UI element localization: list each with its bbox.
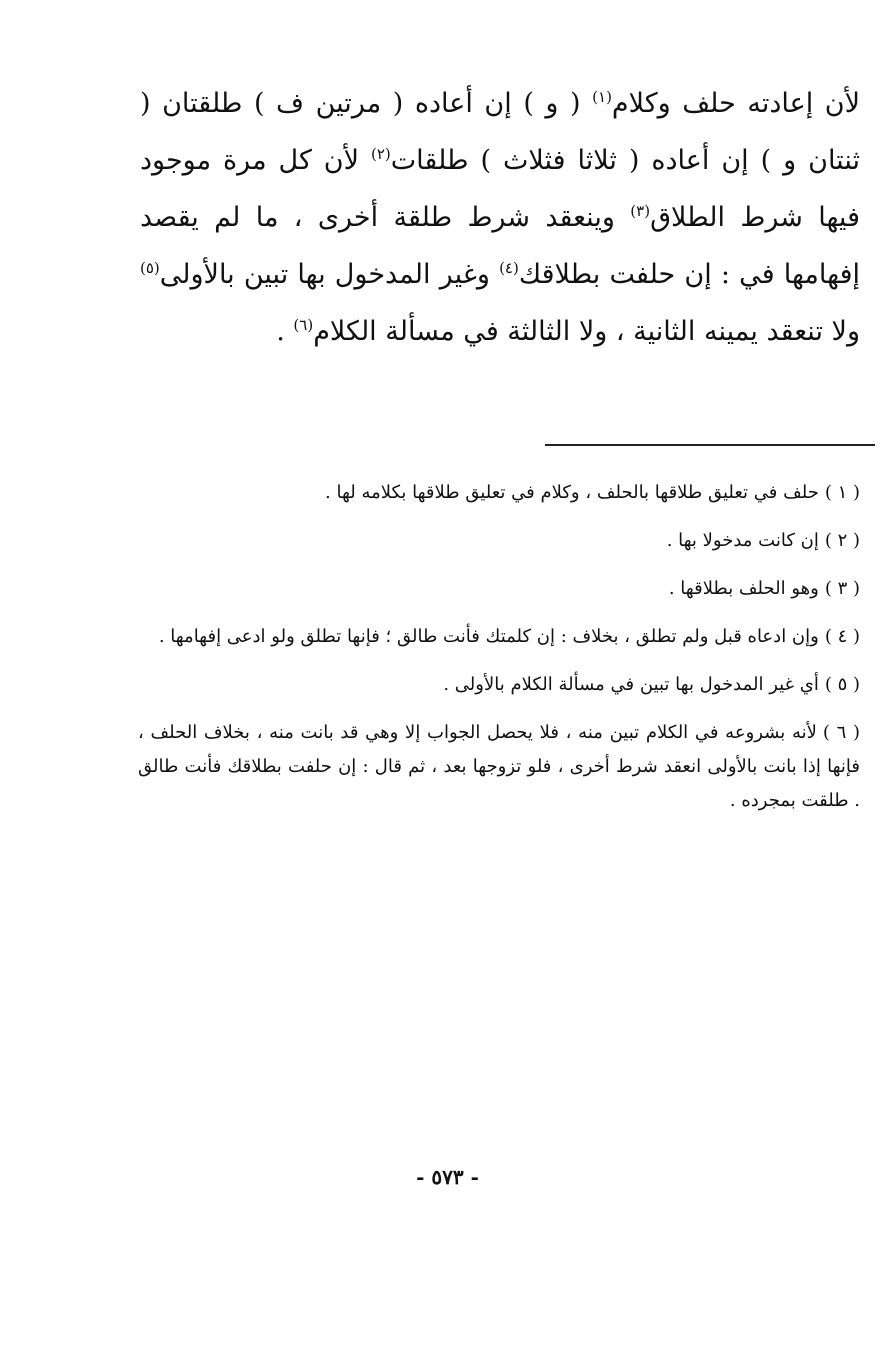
- main-text: [140, 75, 860, 360]
- footnote-number: ( ٤ ): [824, 626, 860, 647]
- main-text-segment: وينعقد شرط طلقة أخرى ، ما لم يقصد إفهامها في : إن حلفت بطلاقك: [140, 202, 860, 290]
- page-number: - ٥٧٣ -: [416, 1165, 479, 1189]
- footnote-ref: (٣): [630, 202, 651, 220]
- footnote-number: ( ٢ ): [824, 530, 860, 551]
- footnote-text: حلف في تعليق طلاقها بالحلف ، وكلام في تعليق طلاقها بكلامه لها .: [325, 482, 819, 503]
- footnote-number: ( ١ ): [824, 482, 860, 503]
- footnote-ref: (٤): [499, 259, 519, 277]
- footnote-number: ( ٥ ): [824, 674, 860, 695]
- main-text-segment: .: [276, 316, 285, 347]
- footnote-text: لأنه بشروعه في الكلام تبين منه ، فلا يحصل الجواب إلا وهي قد بانت منه ، بخلاف الحلف ، فإنها إذا بانت بالأولى انعقد شرط أخرى ، فلو تزوجها بعد ، ثم قال : إن حلفت بطلاقك فأنت طالق . طلقت بمجرده .: [138, 722, 860, 811]
- footnote: [138, 524, 860, 558]
- footnote: [138, 620, 860, 654]
- footnote: [138, 716, 860, 818]
- footnote: [138, 572, 860, 606]
- main-text-segment: ( و ) إن أعاده ( مرتين ف ) طلقتان ( ثنتان و ) إن أعاده ( ثلاثا فثلاث ) طلقات: [140, 88, 860, 176]
- main-text-segment: لأن كل مرة موجود فيها شرط الطلاق: [140, 145, 860, 233]
- footnote-text: وإن ادعاه قبل ولم تطلق ، بخلاف : إن كلمتك فأنت طالق ؛ فإنها تطلق ولو ادعى إفهامها .: [158, 626, 819, 647]
- footnote-separator: [545, 444, 875, 446]
- footnote: [138, 476, 860, 510]
- main-text-segment: وغير المدخول بها تبين بالأولى: [159, 259, 490, 290]
- footnote-ref: (٥): [140, 259, 160, 277]
- footnote: [138, 668, 860, 702]
- footnote-text: إن كانت مدخولا بها .: [666, 530, 819, 551]
- footnote-ref: (٦): [293, 316, 314, 334]
- footnote-number: ( ٦ ): [822, 722, 860, 743]
- footnote-ref: (٢): [370, 145, 391, 163]
- main-text-segment: لأن إعادته حلف وكلام: [611, 88, 860, 119]
- footnote-ref: (١): [592, 88, 612, 106]
- footnote-text: أي غير المدخول بها تبين في مسألة الكلام بالأولى .: [443, 674, 819, 695]
- footnotes: [138, 476, 860, 832]
- footnote-number: ( ٣ ): [824, 578, 860, 599]
- main-text-segment: ولا تنعقد يمينه الثانية ، ولا الثالثة في مسألة الكلام: [313, 316, 860, 347]
- footnote-text: وهو الحلف بطلاقها .: [668, 578, 819, 599]
